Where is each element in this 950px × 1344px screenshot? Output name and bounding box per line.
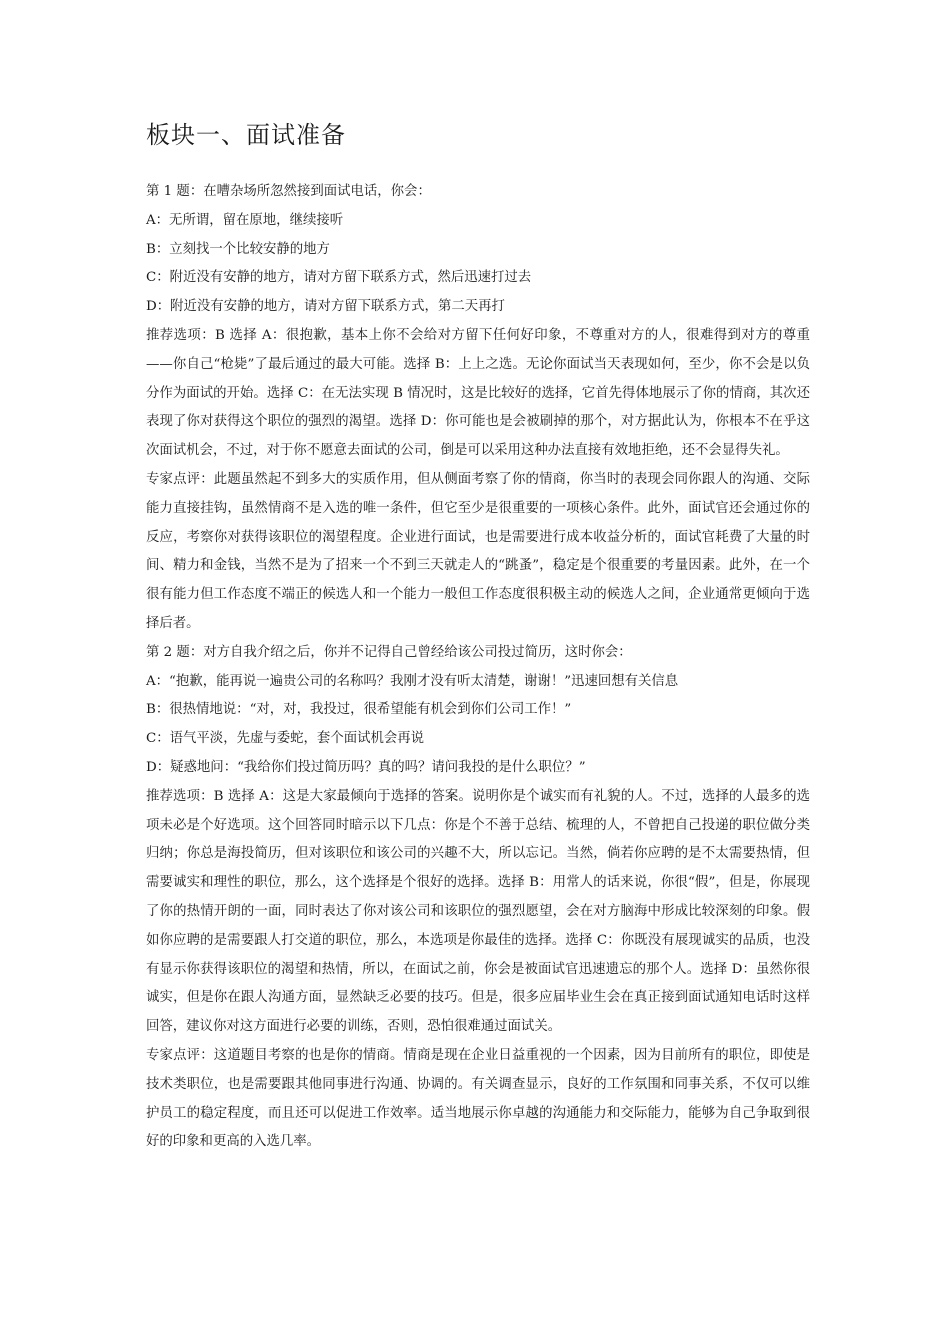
question-1-expert-comment: 专家点评：此题虽然起不到多大的实质作用，但从侧面考察了你的情商，你当时的表现会同你跟人的沟通、交际能力直接挂钩，虽然情商不是入选的唯一条件，但它至少是很重要的一项核心条件。此外，面试官还会通过你的反应，考察你对获得该职位的渴望程度。企业进行面试，也是需要进行成本收益分析的，面试官耗费了大量的时间、精力和金钱，当然不是为了招来一个不到三天就走人的“跳蚤”，稳定是个很重要的考量因素。此外，在一个很有能力但工作态度不端正的候选人和一个能力一般但工作态度很积极主动的候选人之间，企业通常更倾向于选择后者。 [146,471,810,631]
question-1-option-d: D：附近没有安静的地方，请对方留下联系方式，第二天再打 [146,299,505,315]
question-2-option-c: C：语气平淡，先虚与委蛇，套个面试机会再说 [146,731,425,747]
question-1-option-a: A：无所谓，留在原地，继续接听 [146,212,344,228]
question-2-option-d: D：疑惑地问：“我给你们投过简历吗？真的吗？请问我投的是什么职位？” [146,759,586,775]
question-1-option-c: C：附近没有安静的地方，请对方留下联系方式，然后迅速打过去 [146,270,532,286]
question-2-expert-comment: 专家点评：这道题目考察的也是你的情商。情商是现在企业日益重视的一个因素，因为目前所有的职位，即使是技术类职位，也是需要跟其他同事进行沟通、协调的。有关调查显示，良好的工作氛围和同事关系，不仅可以维护员工的稳定程度，而且还可以促进工作效率。适当地展示你卓越的沟通能力和交际能力，能够为自己争取到很好的印象和更高的入选几率。 [146,1047,810,1150]
question-2-prompt: 第 2 题：对方自我介绍之后，你并不记得自己曾经给该公司投过简历，这时你会： [146,644,632,660]
question-1-option-b: B：立刻找一个比较安静的地方 [146,241,330,257]
question-2-recommendation: 推荐选项：B 选择 A：这是大家最倾向于选择的答案。说明你是个诚实而有礼貌的人。不过，选择的人最多的选项未必是个好选项。这个回答同时暗示以下几点：你是个不善于总结、梳理的人，不曾把自己投递的职位做分类归纳；你总是海投简历，但对该职位和该公司的兴趣不大，所以忘记。当然，倘若你应聘的是不太需要热情，但需要诚实和理性的职位，那么，这个选择是个很好的选择。选择 B：用常人的话来说，你很“假”，但是，你展现了你的热情开朗的一面，同时表达了你对该公司和该职位的强烈愿望，会在对方脑海中形成比较深刻的印象。假如你应聘的是需要跟人打交道的职位，那么，本选项是你最佳的选择。选择 C：你既没有展现诚实的品质，也没有显示你获得该职位的渴望和热情，所以，在面试之前，你会是被面试官迅速遗忘的那个人。选择 D：虽然你很诚实，但是你在跟人沟通方面，显然缺乏必要的技巧。但是，很多应届毕业生会在真正接到面试通知电话时这样回答，建议你对这方面进行必要的训练，否则，恐怕很难通过面试关。 [146,788,810,1035]
question-2-option-a: A：“抱歉，能再说一遍贵公司的名称吗？我刚才没有听太清楚，谢谢！”迅速回想有关信息 [146,673,679,689]
question-2-option-b: B：很热情地说：“对，对，我投过，很希望能有机会到你们公司工作！” [146,702,572,718]
question-1-prompt: 第 1 题：在嘈杂场所忽然接到面试电话，你会： [146,184,431,199]
question-1-recommendation: 推荐选项：B 选择 A：很抱歉，基本上你不会给对方留下任何好印象，不尊重对方的人，很难得到对方的尊重——你自己“枪毙”了最后通过的最大可能。选择 B：上上之选。无论你面试当天表现如何，至少，你不会是以负分作为面试的开始。选择 C：在无法实现 B 情况时，这是比较好的选择，它首先得体地展示了你的情商，其次还表现了你对获得这个职位的强烈的渴望。选择 D：你可能也是会被刷掉的那个，对方据此认为，你根本不在乎这次面试机会，不过，对于你不愿意去面试的公司，倒是可以采用这种办法直接有效地拒绝，还不会显得失礼。 [146,327,810,459]
section-title: 板块一、面试准备 [146,121,346,149]
document-page [146,118,810,1157]
